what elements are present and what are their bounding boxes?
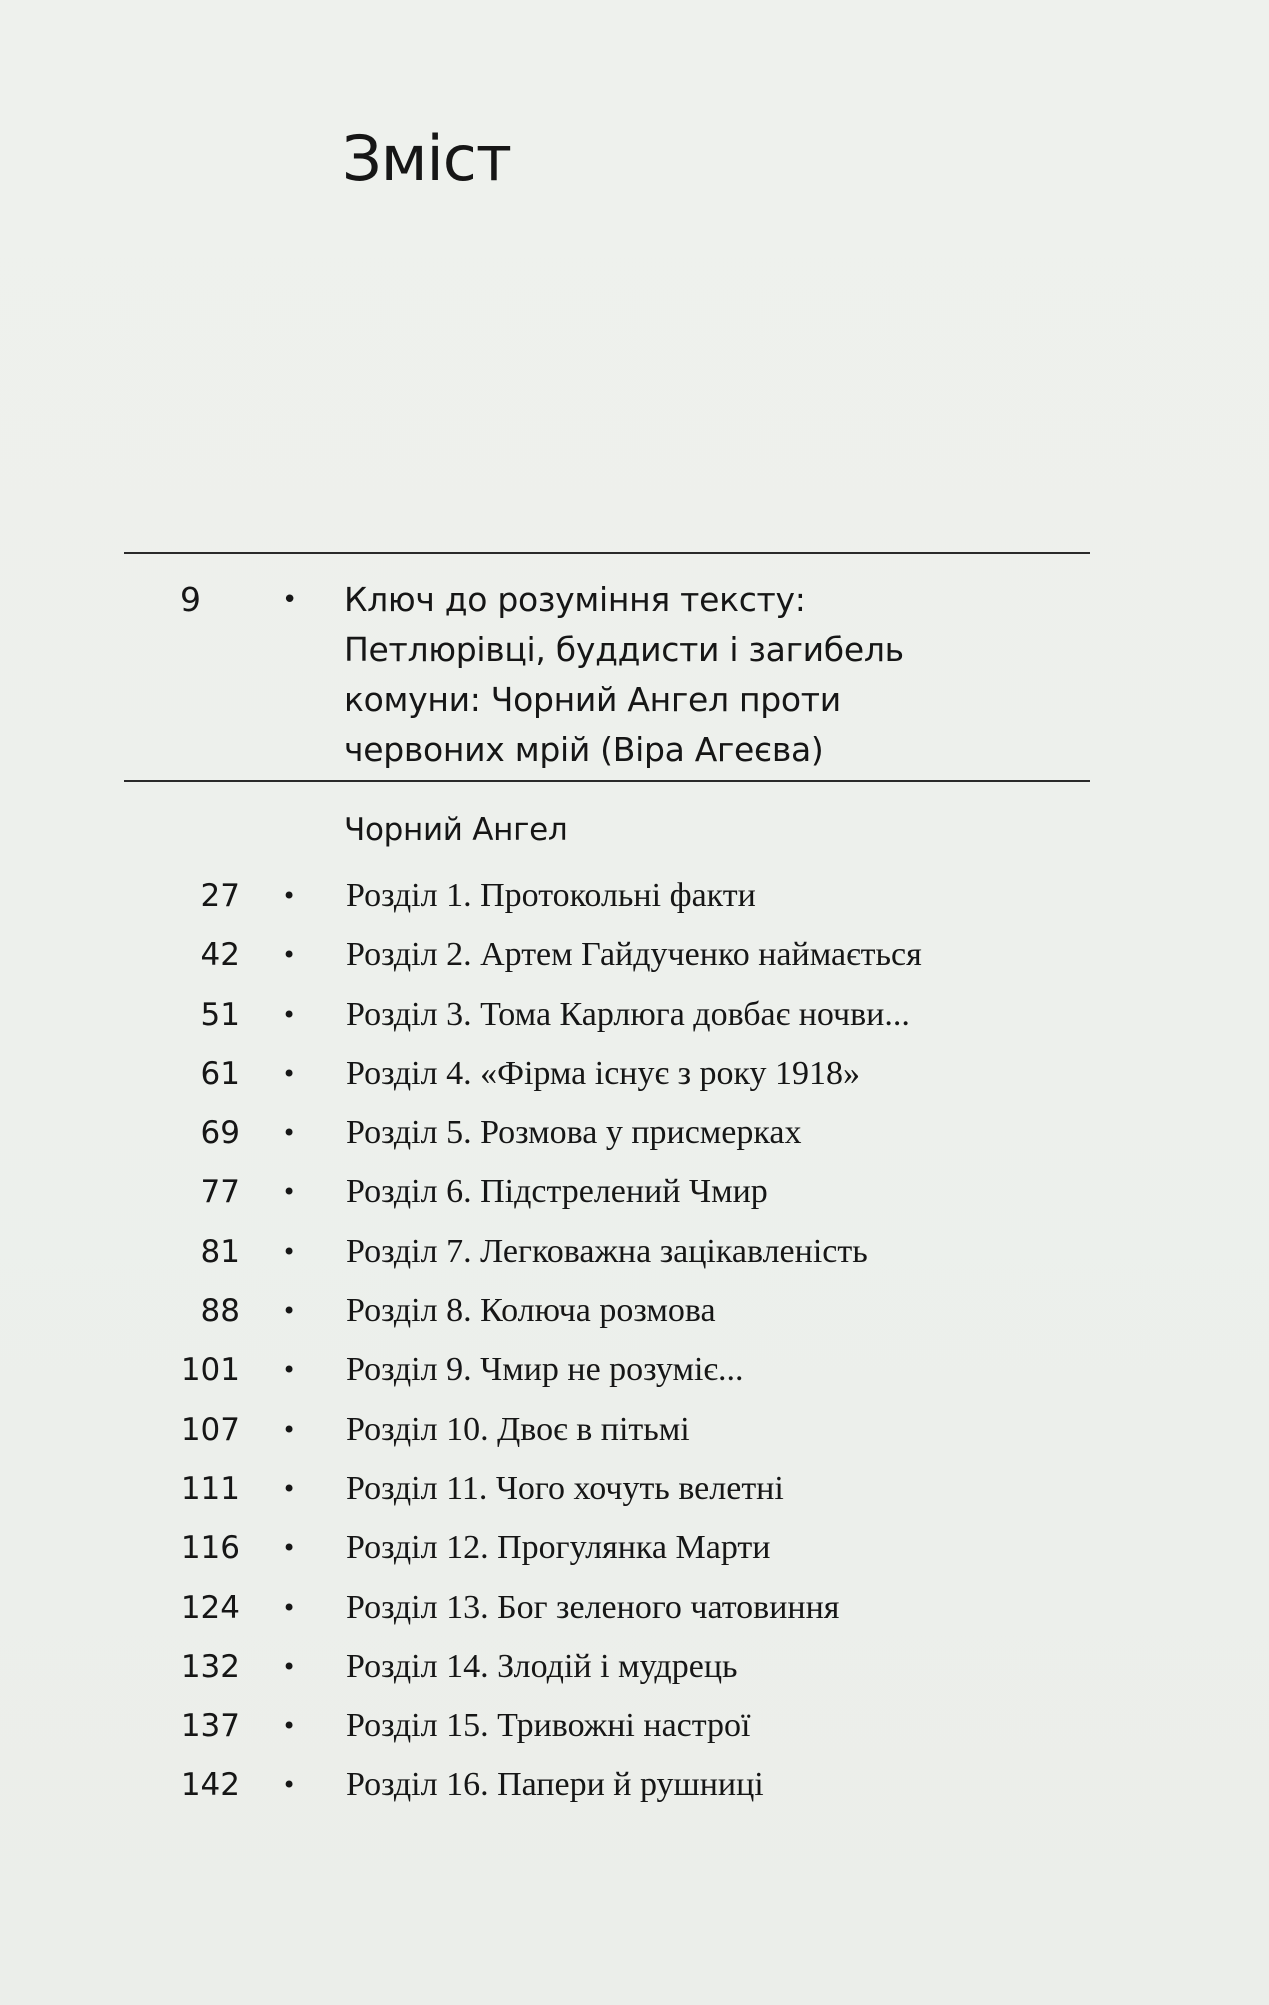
chapter-bullet: • (282, 1237, 297, 1266)
chapter-row (124, 1226, 1090, 1285)
chapter-title: Розділ 16. Папери й рушниці (346, 1766, 764, 1804)
chapter-page-number: 51 (200, 996, 240, 1033)
chapter-row (124, 989, 1090, 1048)
intro-title-line: червоних мрій (Віра Агеєва) (344, 730, 824, 769)
intro-bullet: • (282, 585, 298, 615)
chapter-page-number: 142 (180, 1767, 240, 1804)
chapter-row (124, 1048, 1090, 1107)
intro-title (344, 575, 1044, 775)
chapter-title: Розділ 11. Чого хочуть велетні (346, 1469, 784, 1507)
chapter-title: Розділ 4. «Фірма існує з року 1918» (346, 1054, 861, 1092)
chapter-row (124, 1522, 1090, 1581)
chapter-bullet: • (282, 1119, 297, 1148)
section-heading: Чорний Ангел (344, 812, 568, 848)
chapter-title: Розділ 3. Тома Карлюга довбає ночви... (346, 995, 910, 1033)
chapter-row (124, 1107, 1090, 1166)
divider-top (124, 552, 1090, 554)
chapter-bullet: • (282, 1000, 297, 1029)
chapter-page-number: 81 (200, 1233, 240, 1270)
page-title: Зміст (342, 122, 511, 195)
chapter-bullet: • (282, 1771, 297, 1800)
intro-title-line: Ключ до розуміння тексту: (344, 580, 806, 619)
chapter-title: Розділ 7. Легковажна зацікавленість (346, 1232, 868, 1270)
chapter-row (124, 1759, 1090, 1818)
chapter-title: Розділ 12. Прогулянка Марти (346, 1529, 771, 1567)
chapter-page-number: 132 (180, 1648, 240, 1685)
chapter-row (124, 1582, 1090, 1641)
chapter-page-number: 77 (200, 1174, 240, 1211)
intro-title-line: Петлюрівці, буддисти і загибель (344, 630, 904, 669)
chapter-page-number: 101 (180, 1352, 240, 1389)
chapter-title: Розділ 2. Артем Гайдученко наймається (346, 936, 922, 974)
chapter-row (124, 1463, 1090, 1522)
chapter-row (124, 1641, 1090, 1700)
chapter-title: Розділ 9. Чмир не розуміє... (346, 1351, 744, 1389)
chapter-title: Розділ 8. Колюча розмова (346, 1292, 716, 1330)
chapter-bullet: • (282, 1593, 297, 1622)
chapter-page-number: 27 (200, 878, 240, 914)
chapter-row (124, 1404, 1090, 1463)
chapter-page-number: 137 (180, 1708, 240, 1745)
chapter-bullet: • (282, 1059, 297, 1088)
intro-page-number: 9 (180, 580, 201, 619)
chapter-list (124, 870, 1090, 1819)
chapter-bullet: • (282, 1534, 297, 1563)
chapter-bullet: • (282, 1652, 297, 1681)
chapter-title: Розділ 15. Тривожні настрої (346, 1707, 751, 1745)
chapter-title: Розділ 14. Злодій і мудрець (346, 1647, 738, 1685)
chapter-row (124, 1344, 1090, 1403)
chapter-bullet: • (282, 1178, 297, 1207)
chapter-page-number: 88 (200, 1293, 240, 1330)
chapter-bullet: • (282, 1297, 297, 1326)
chapter-page-number: 116 (180, 1530, 240, 1567)
intro-title-line: комуни: Чорний Ангел проти (344, 680, 841, 719)
chapter-bullet: • (282, 1356, 297, 1385)
chapter-bullet: • (282, 941, 297, 970)
chapter-bullet: • (282, 1712, 297, 1741)
chapter-page-number: 61 (200, 1055, 240, 1092)
chapter-title: Розділ 10. Двоє в пітьмі (346, 1410, 690, 1448)
chapter-page-number: 42 (200, 937, 240, 974)
chapter-row (124, 1700, 1090, 1759)
chapter-title: Розділ 13. Бог зеленого чатовиння (346, 1588, 840, 1626)
chapter-page-number: 69 (200, 1115, 240, 1152)
chapter-row (124, 1166, 1090, 1225)
chapter-row (124, 1285, 1090, 1344)
chapter-bullet: • (282, 1474, 297, 1503)
chapter-bullet: • (282, 1415, 297, 1444)
chapter-page-number: 107 (180, 1411, 240, 1448)
chapter-row (124, 929, 1090, 988)
chapter-title: Розділ 6. Підстрелений Чмир (346, 1173, 768, 1211)
divider-bottom (124, 780, 1090, 782)
chapter-bullet: • (282, 882, 297, 910)
chapter-row (124, 870, 1090, 929)
chapter-page-number: 124 (180, 1589, 240, 1626)
chapter-page-number: 111 (180, 1470, 240, 1507)
chapter-title: Розділ 5. Розмова у присмерках (346, 1114, 802, 1152)
chapter-title: Розділ 1. Протокольні факти (346, 877, 756, 914)
